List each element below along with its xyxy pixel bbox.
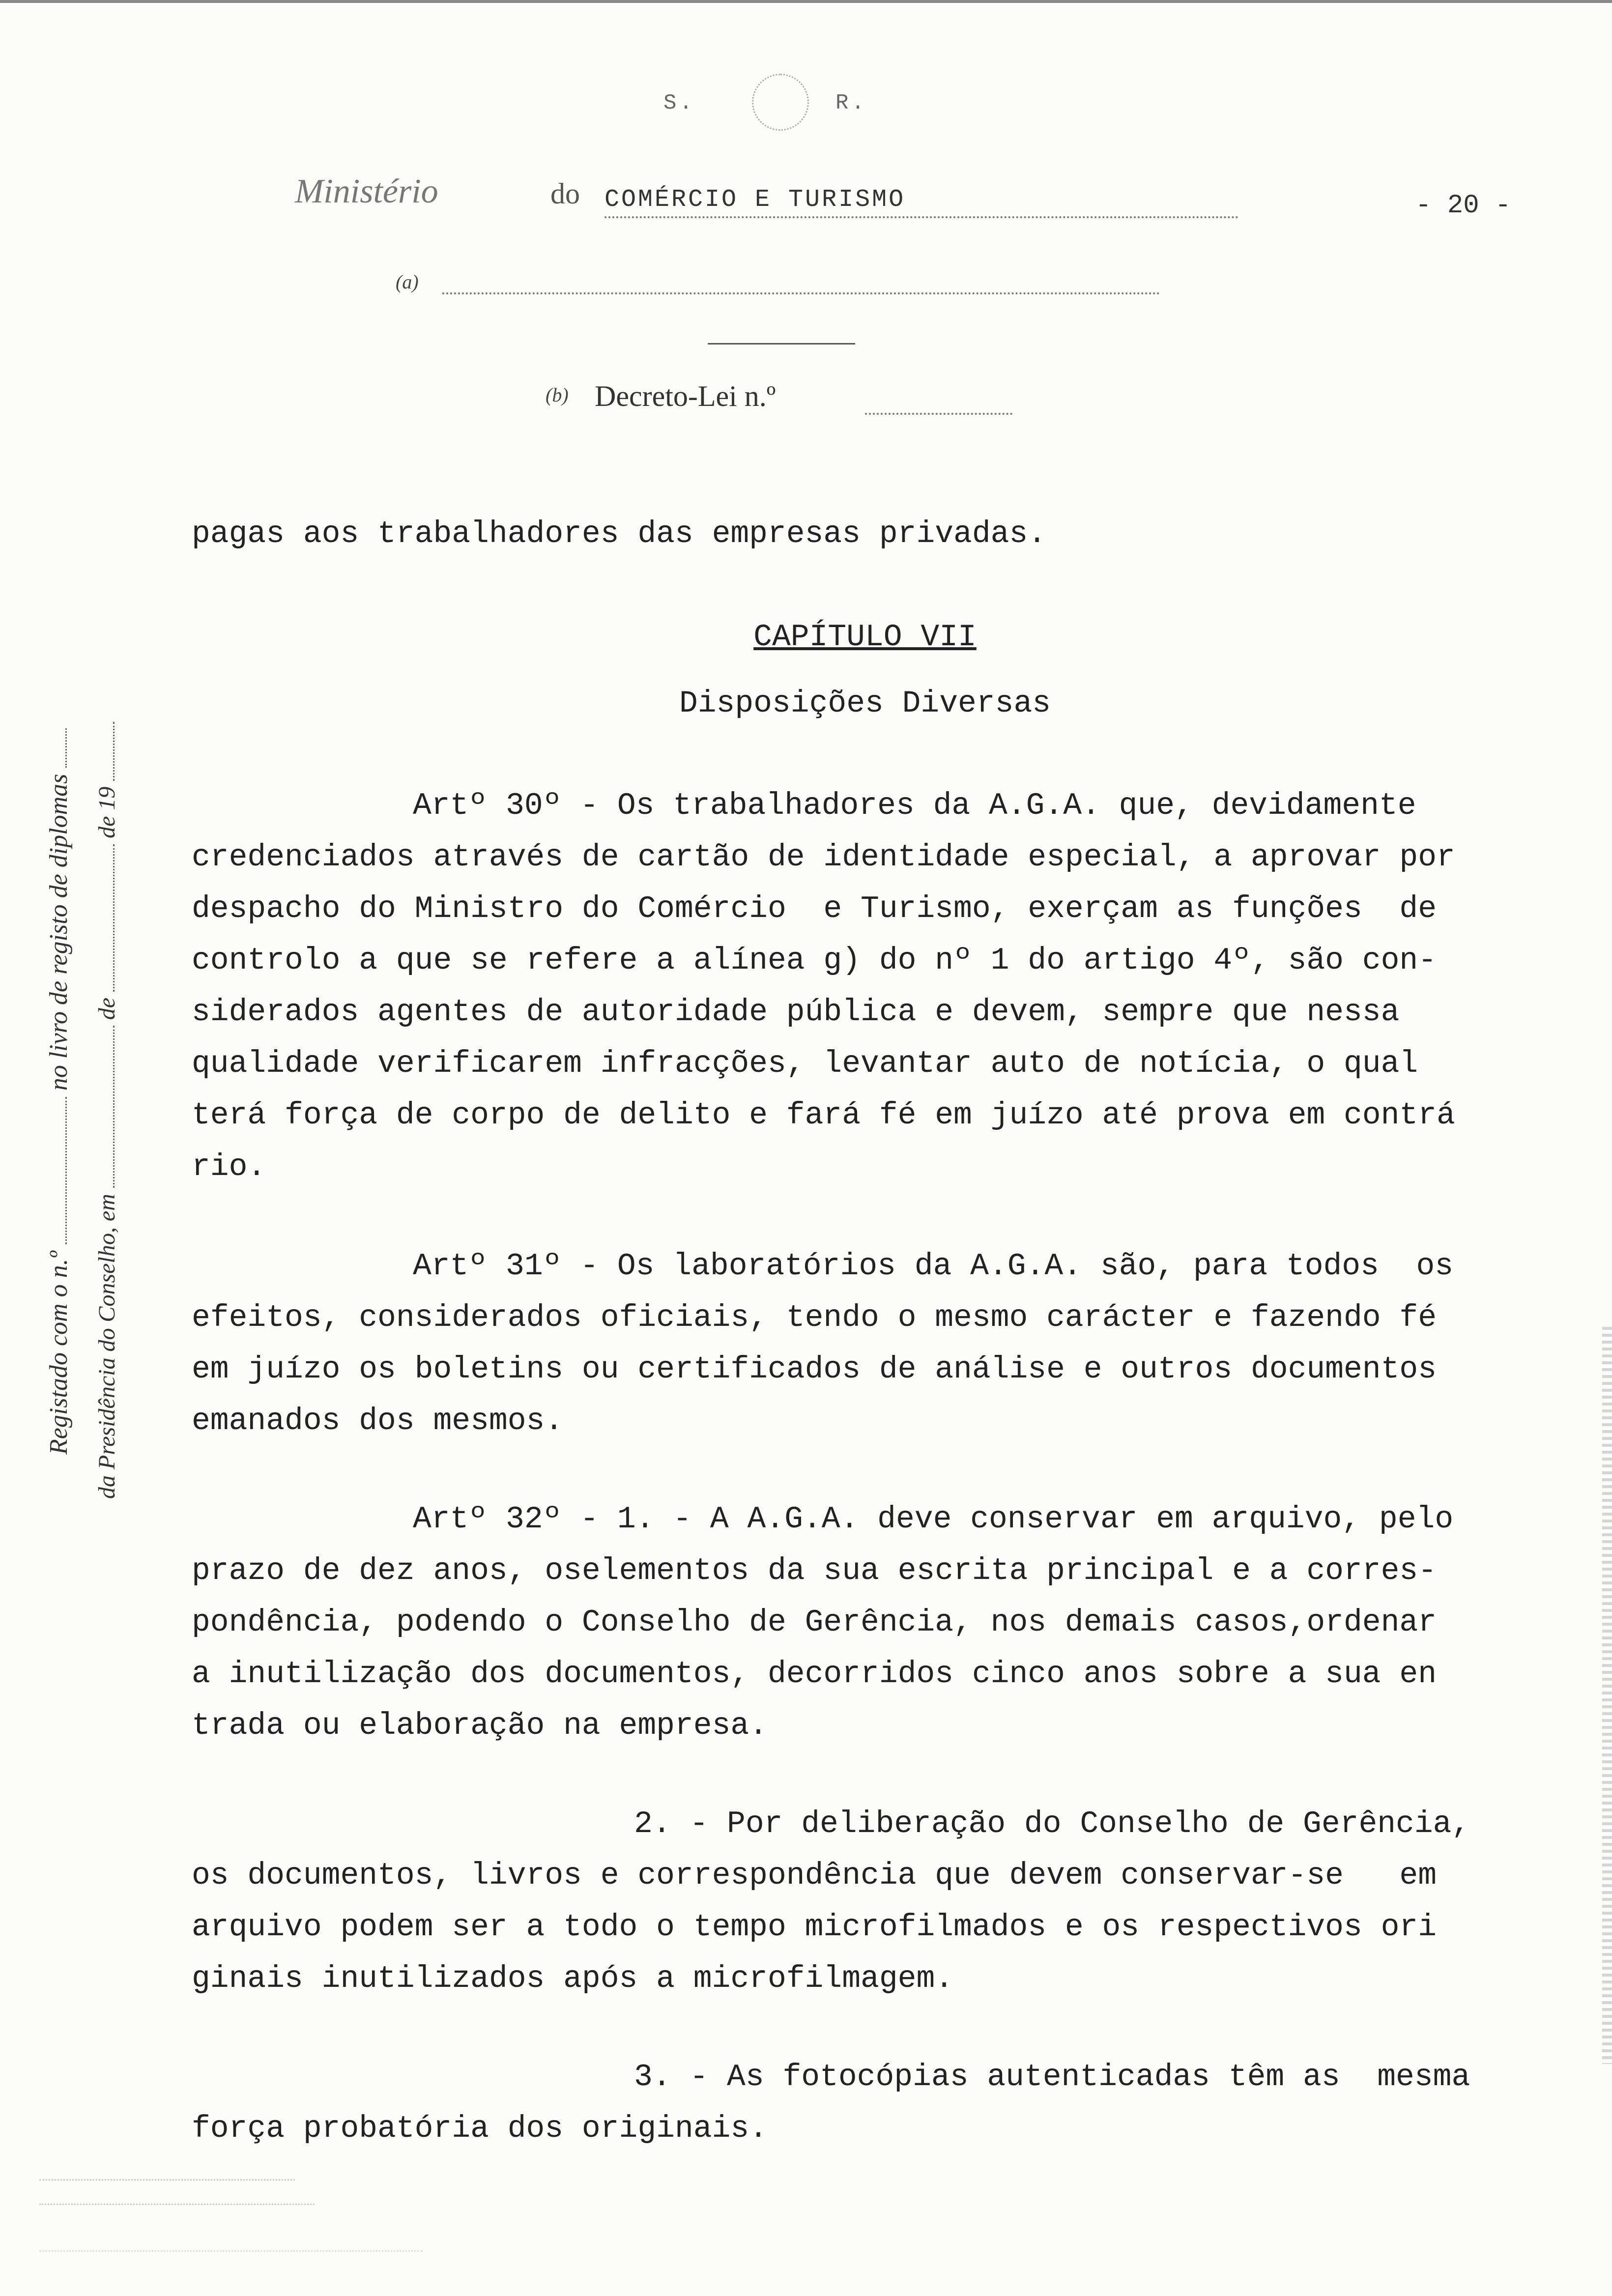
- seal-letter-right: R.: [835, 91, 867, 115]
- article-32-3-line: 3. - As fotocópias autenticadas têm as mesma: [634, 2060, 1470, 2095]
- footnote-smudge: [39, 2172, 295, 2181]
- margin-registration-line2: da Presidência do Conselho, em de de 19: [93, 722, 120, 1499]
- chapter-subtitle: Disposições Diversas: [679, 686, 1051, 721]
- top-border: [0, 0, 1612, 3]
- article-30-line: rio.: [192, 1149, 266, 1184]
- article-32-line: trada ou elaboração na empresa.: [192, 1708, 768, 1743]
- decree-dotted-line: [865, 413, 1012, 415]
- decree-label: Decreto-Lei n.º: [595, 380, 776, 412]
- ministry-preposition: do: [550, 177, 580, 210]
- ministry-label: Ministério: [295, 172, 438, 210]
- article-32-3-line: força probatória dos originais.: [192, 2111, 768, 2146]
- page-number: - 20 -: [1415, 191, 1511, 221]
- article-30-line: controlo a que se refere a alínea g) do nº 1 do artigo 4º, são con-: [192, 943, 1437, 978]
- footnote-smudge: [39, 2243, 423, 2252]
- coat-of-arms-icon: [752, 74, 809, 131]
- article-31-line: emanados dos mesmos.: [192, 1404, 564, 1438]
- ministry-dotted-line: [604, 216, 1238, 218]
- article-31-line: em juízo os boletins ou certificados de análise e outros documentos: [192, 1352, 1437, 1387]
- margin-registration-line1: Registado com o n.º no livro de registo de diplomas: [44, 728, 73, 1455]
- chapter-title: CAPÍTULO VII: [753, 620, 977, 655]
- article-31-line: efeitos, considerados oficiais, tendo o mesmo carácter e fazendo fé: [192, 1300, 1437, 1335]
- article-32-line: pondência, podendo o Conselho de Gerência, nos demais casos,ordenar: [192, 1605, 1437, 1640]
- article-32-line: prazo de dez anos, oselementos da sua escrita principal e a corres-: [192, 1553, 1437, 1588]
- scan-edge-artifact: [1602, 1327, 1612, 2064]
- article-32-2-line: ginais inutilizados após a microfilmagem.: [192, 1961, 954, 1996]
- footnote-smudge: [39, 2197, 315, 2205]
- ministry-name: COMÉRCIO E TURISMO: [604, 186, 906, 214]
- article-32-line: a inutilização dos documentos, decorridos cinco anos sobre a sua en: [192, 1657, 1437, 1692]
- article-32-2-line: arquivo podem ser a todo o tempo microfilmados e os respectivos ori: [192, 1910, 1437, 1945]
- article-30-line: Artº 30º - Os trabalhadores da A.G.A. que, devidamente: [413, 788, 1416, 823]
- seal-letter-left: S.: [663, 91, 695, 115]
- article-31-line: Artº 31º - Os laboratórios da A.G.A. são, para todos os: [413, 1249, 1454, 1284]
- divider-rule: [708, 343, 855, 344]
- ref-a-dotted-line: [442, 292, 1160, 294]
- intro-line: pagas aos trabalhadores das empresas privadas.: [192, 517, 1047, 551]
- article-30-line: terá força de corpo de delito e fará fé em juízo até prova em contrá: [192, 1098, 1455, 1133]
- article-32-2-line: os documentos, livros e correspondência que devem conservar-se em: [192, 1858, 1437, 1893]
- article-30-line: despacho do Ministro do Comércio e Turismo, exerçam as funções de: [192, 891, 1437, 926]
- article-32-2-line: 2. - Por deliberação do Conselho de Gerência,: [634, 1807, 1470, 1841]
- article-32-line: Artº 32º - 1. - A A.G.A. deve conservar em arquivo, pelo: [413, 1502, 1454, 1537]
- article-30-line: siderados agentes de autoridade pública e devem, sempre que nessa: [192, 995, 1400, 1030]
- article-30-line: credenciados através de cartão de identidade especial, a aprovar por: [192, 840, 1455, 875]
- ref-a-label: (a): [396, 271, 419, 293]
- article-30-line: qualidade verificarem infracções, levantar auto de notícia, o qual: [192, 1046, 1418, 1081]
- ref-b-label: (b): [546, 384, 569, 406]
